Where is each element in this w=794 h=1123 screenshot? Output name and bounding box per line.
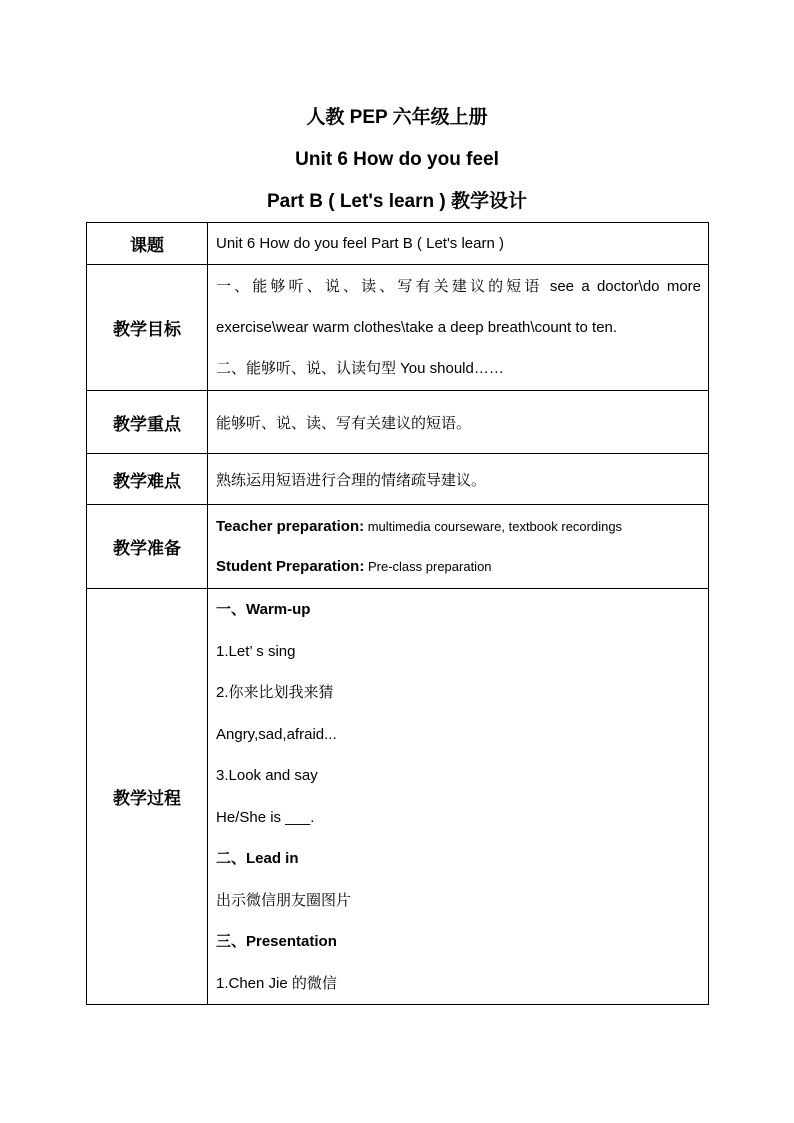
process-section-warmup: 一、Warm-up: [216, 601, 311, 618]
teacher-preparation-label: Teacher preparation:: [216, 517, 365, 535]
process-line: 出示微信朋友圈图片: [216, 891, 352, 909]
objective-line-3: 二、能够听、说、认读句型 You should……: [216, 360, 504, 377]
doc-title-grade: 人教 PEP 六年级上册: [306, 107, 488, 128]
label-preparation: 教学准备: [87, 505, 208, 589]
row-objectives: [87, 265, 709, 391]
process-line: 3.Look and say: [216, 767, 318, 784]
student-preparation: [216, 547, 701, 587]
label-objectives: 教学目标: [87, 265, 208, 391]
label-key-points: 教学重点: [87, 391, 208, 454]
student-preparation-value: Pre-class preparation: [364, 558, 492, 574]
value-objectives: [208, 265, 709, 391]
process-line: 1.Chen Jie 的微信: [216, 974, 337, 992]
objective-line-1: 一、能够听、说、读、写有关建议的短语 see a doctor\do more: [216, 278, 701, 295]
teacher-preparation: [216, 507, 701, 547]
value-topic: Unit 6 How do you feel Part B ( Let's learn ): [208, 223, 709, 265]
student-preparation-label: Student Preparation:: [216, 557, 365, 575]
row-process: [87, 589, 709, 1005]
process-line: Angry,sad,afraid...: [216, 725, 337, 743]
process-line: 1.Let’ s sing: [216, 642, 296, 660]
row-key-points: [87, 391, 709, 454]
doc-title-unit: Unit 6 How do you feel: [295, 149, 499, 170]
process-line: He/She is ___.: [216, 808, 315, 826]
row-topic: [87, 223, 709, 265]
teacher-preparation-value: multimedia courseware, textbook recordings: [364, 518, 623, 534]
process-section-presentation: 三、Presentation: [216, 933, 337, 950]
objective-line-2: exercise\wear warm clothes\take a deep breath\count to ten.: [216, 319, 618, 336]
row-difficulties: [87, 454, 709, 505]
row-preparation: [87, 505, 709, 589]
value-key-points: 能够听、说、读、写有关建议的短语。: [208, 391, 709, 454]
value-preparation: [208, 505, 709, 589]
doc-title-part: Part B ( Let's learn ) 教学设计: [266, 191, 527, 212]
lesson-plan-table: [86, 222, 709, 1005]
process-line: 2.你来比划我来猜: [216, 684, 334, 701]
value-process: [208, 589, 709, 1005]
label-difficulties: 教学难点: [87, 454, 208, 505]
label-process: 教学过程: [87, 589, 208, 1005]
process-section-lead-in: 二、Lead in: [216, 850, 299, 867]
label-topic: 课题: [87, 223, 208, 265]
value-difficulties: 熟练运用短语进行合理的情绪疏导建议。: [208, 454, 709, 505]
